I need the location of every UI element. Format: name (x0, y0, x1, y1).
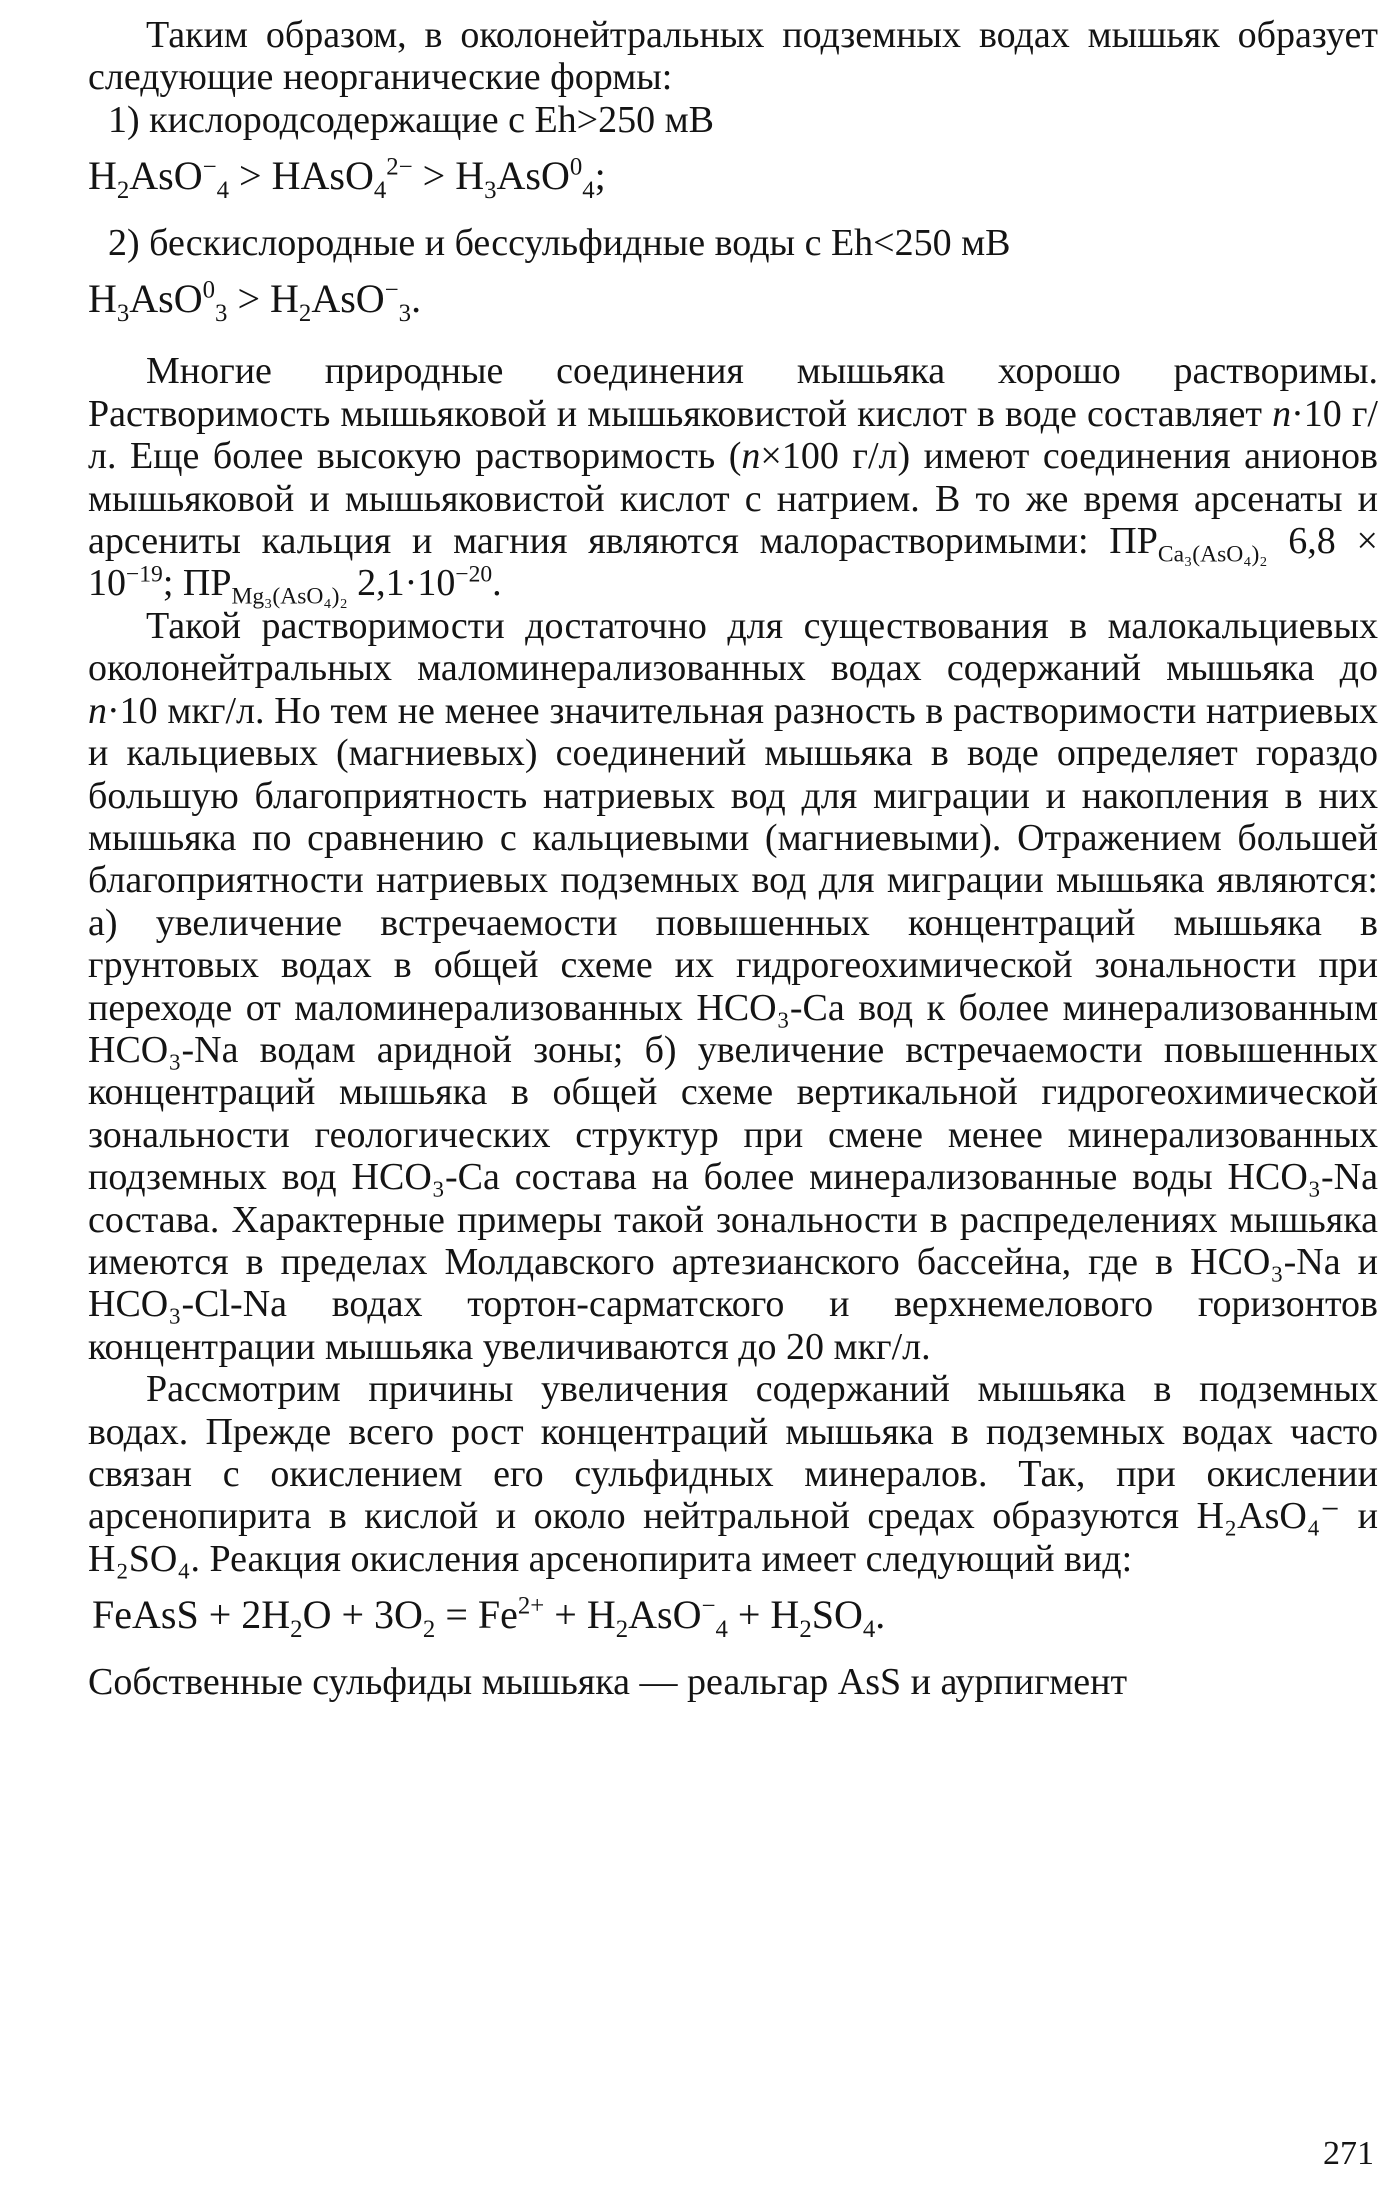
paragraph-intro: Таким образом, в околонейтральных подземных водах мышьяк образует следующие неорганические формы: (88, 14, 1378, 99)
list-item-oxygen-containing: 1) кислородсодержащие с Eh>250 мВ (108, 98, 714, 141)
page-body (88, 14, 1378, 1703)
formula-arsenopyrite-oxidation: FeAsS + $2H_2O + 3O_2 = Fe^{2+} + H_2AsO^-_4 + H_2SO_4$. (92, 1592, 886, 1644)
page-number: 271 (1323, 2135, 1374, 2172)
paragraph-solubility: Многие природные соединения мышьяка хорошо растворимы. Растворимость мышьяковой и мышьяковистой кислот в воде составляет n·10 г/л. Еще более высокую растворимость (n×100 г/л) имеют соединения анионов мышьяковой и мышьяковистой кислот с натрием. В то же время арсенаты и арсениты кальция и магния являются малорастворимыми: $ПР_{Ca_3(AsO_4)_2}$ $6,8 \times 10^{-19}$; $ПР_{Mg_3(AsO_4)_2}$ $2,1\cdot 10^{-20}$. (88, 350, 1378, 611)
paragraph-sodium-waters: Такой растворимости достаточно для существования в малокальциевых околонейтральных маломинерализованных водах содержаний мышьяка до n·10 мкг/л. Но тем не менее значительная разность в растворимости натриевых и кальциевых (магниевых) соединений мышьяка в воде определяет гораздо большую благоприятность натриевых вод для миграции и накопления в них мышьяка по сравнению с кальциевыми (магниевыми). Отражением большей благоприятности натриевых подземных вод для миграции мышьяка являются: а) увеличение встречаемости повышенных концентраций мышьяка в грунтовых водах в общей схеме их гидрогеохимической зональности при переходе от маломинерализованных HCO₃-Ca вод к более минерализованным HCO₃-Na водам аридной зоны; б) увеличение встречаемости повышенных концентраций мышьяка в общей схеме вертикальной гидрогеохимической зональности геологических структур при смене менее минерализованных подземных вод HCO₃-Ca состава на более минерализованные воды HCO₃-Na состава. Характерные примеры такой зональности в распределениях мышьяка имеются в пределах Молдавского артезианского бассейна, где в HCO₃-Na и HCO₃-Cl-Na водах тортон-сарматского и верхнемелового горизонтов концентрации мышьяка увеличиваются до 20 мкг/л. (88, 604, 1378, 1368)
formula-oxygen-forms: $H_2AsO^-_4$ > HAsO$_4^{2-}$ > $H_3AsO^0_4$; (88, 153, 606, 205)
formula-oxygen-free-forms: $H_3AsO^0_3 > H_2AsO^-_3$. (88, 276, 422, 328)
list-item-oxygen-free: 2) бескислородные и бессульфидные воды с Eh<250 мВ (108, 221, 1011, 264)
paragraph-oxidation: Рассмотрим причины увеличения содержаний мышьяка в подземных водах. Прежде всего рост концентраций мышьяка в подземных водах часто связан с окислением его сульфидных минералов. Так, при окислении арсенопирита в кислой и около нейтральной средах образуются H₂AsO₄⁻ и H₂SO₄. Реакция окисления арсенопирита имеет следующий вид: (88, 1368, 1378, 1580)
paragraph-sulfides: Собственные сульфиды мышьяка — реальгар AsS и аурпигмент (88, 1660, 1128, 1703)
